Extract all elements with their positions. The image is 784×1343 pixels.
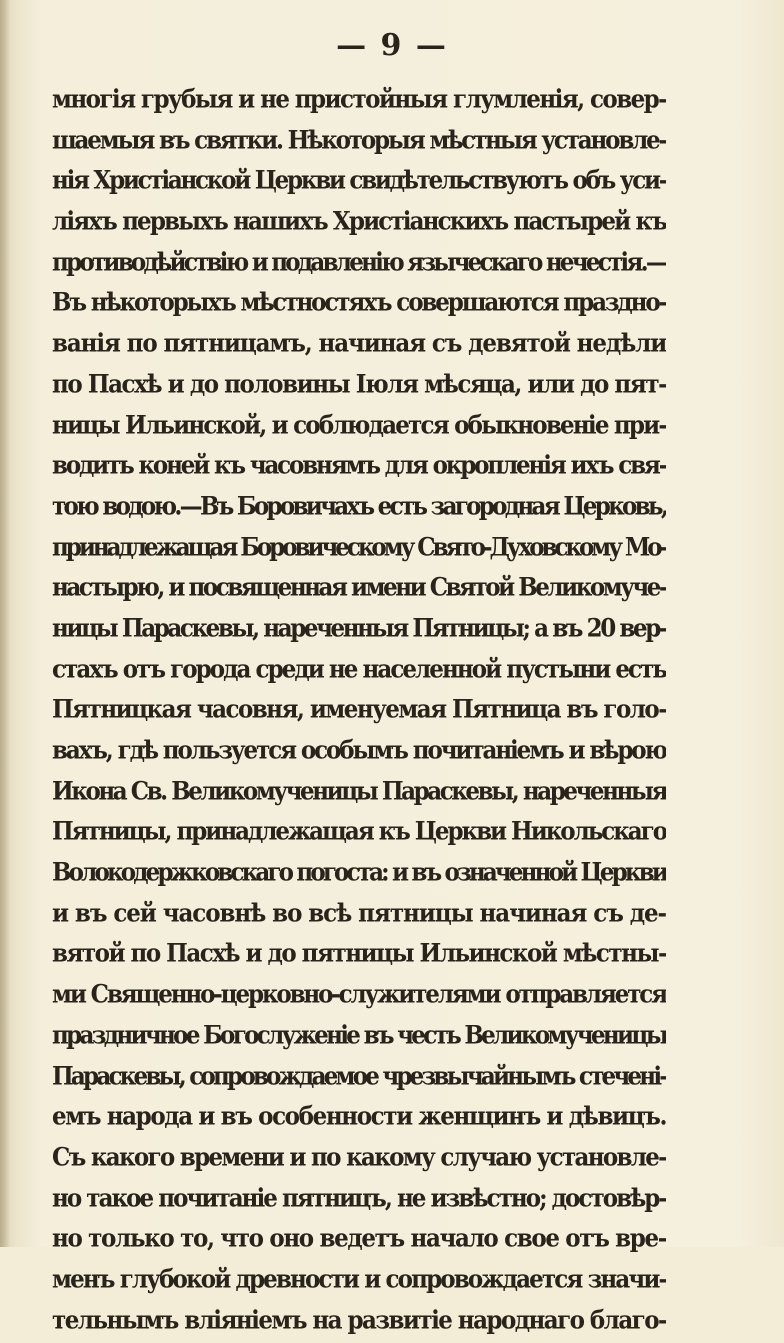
text-line: Пятницкая часовня, именуемая Пятница въ голо-: [52, 695, 666, 725]
text-line: шаемыя въ святки. Нѣкоторыя мѣстныя установле-: [52, 125, 666, 155]
text-line: ліяхъ первыхъ нашихъ Христіанскихъ пастырей къ: [52, 206, 666, 237]
text-line: Икона Св. Великомученицы Параскевы, нареченныя: [52, 776, 666, 806]
text-line: Съ какого времени и по какому случаю установле-: [52, 1142, 666, 1172]
text-line: Въ нѣкоторыхъ мѣстностяхъ совершаются праздно-: [52, 288, 666, 318]
body-text: [52, 80, 666, 1341]
text-line: тою водою.—Въ Боровичахъ есть загородная Церковь,: [52, 491, 666, 521]
text-line: тельнымъ вліяніемъ на развитіе народнаго благо-: [52, 1305, 666, 1335]
text-line: ми Священно-церковно-служителями отправляется: [52, 979, 666, 1010]
text-line: водить коней къ часовнямъ для окропленія ихъ свя-: [52, 451, 666, 481]
text-line: нія Христіанской Церкви свидѣтельствуютъ объ уси-: [52, 166, 666, 196]
page-gutter: [0, 0, 10, 1247]
text-line: ницы Ильинской, и соблюдается обыкновеніе при-: [52, 410, 666, 440]
text-line: менъ глубокой древности и сопровождается значи-: [52, 1264, 666, 1294]
text-line: Пятницы, принадлежащая къ Церкви Никольскаго: [52, 817, 666, 847]
text-line: Параскевы, сопровождаемое чрезвычайнымъ стеченi-: [52, 1061, 666, 1091]
text-line: но только то, что оно ведетъ начало свое отъ вре-: [52, 1224, 666, 1254]
text-line: по Пасхѣ и до половины Іюля мѣсяца, или до пят-: [52, 369, 666, 399]
text-line: противодѣйствію и подавленію языческаго нечестія.—: [52, 247, 666, 277]
text-line: вахъ, гдѣ пользуется особымъ почитаніемъ и вѣрою: [52, 735, 666, 766]
text-line: вятой по Пасхѣ и до пятницы Ильинской мѣстны-: [52, 939, 666, 969]
text-line: и въ сей часовнѣ во всѣ пятницы начиная съ де-: [52, 898, 666, 928]
text-line: стахъ отъ города среди не населенной пустыни есть: [52, 654, 666, 684]
text-line: многія грубыя и не пристойныя глумленія, совер-: [52, 84, 666, 115]
text-line: настырю, и посвященная имени Святой Великомуче-: [52, 573, 666, 603]
text-line: Волокодержковскаго погоста: и въ означенной Церкви: [52, 857, 666, 888]
text-line: но такое почитаніе пятницъ, не извѣстно; достовѣр-: [52, 1183, 666, 1213]
text-line: ницы Параскевы, нареченныя Пятницы; а въ 20 вер-: [52, 613, 666, 643]
text-line: ванія по пятницамъ, начиная съ девятой недѣли: [52, 328, 666, 359]
text-line: принадлежащая Боровическому Свято-Духовскому Мо-: [52, 532, 666, 562]
page-number: — 9 —: [336, 28, 448, 63]
text-line: емъ народа и въ особенности женщинъ и дѣвицъ.: [52, 1102, 666, 1132]
text-line: праздничное Богослуженіе въ честь Великомученицы: [52, 1020, 666, 1050]
